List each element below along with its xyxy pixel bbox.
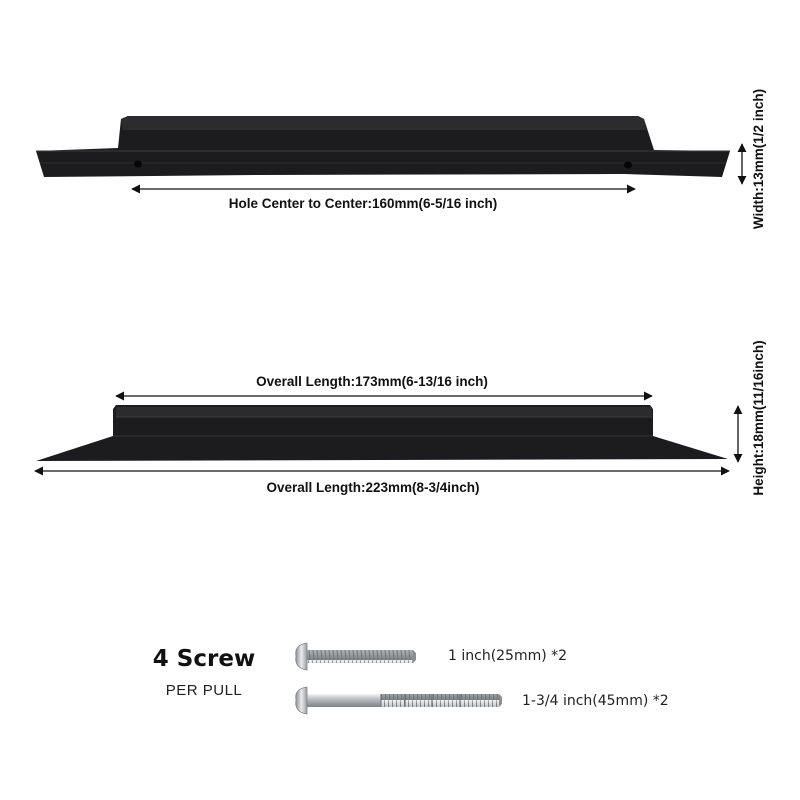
screw-count-title: 4 Screw [152, 646, 256, 672]
mounting-hole-left [134, 161, 142, 168]
screw-short-icon [296, 643, 416, 670]
handle-side-view [36, 405, 728, 461]
hole-center-label: Hole Center to Center:160mm(6-5/16 inch) [228, 196, 498, 211]
handle-top-view [36, 116, 730, 177]
width-label: Width:13mm(1/2 inch) [751, 88, 766, 230]
inner-length-label: Overall Length:173mm(6-13/16 inch) [256, 374, 488, 389]
screw-count-subtitle: PER PULL [165, 682, 243, 699]
screw-short-size-label: 1 inch(25mm) *2 [448, 648, 568, 664]
mounting-hole-right [624, 162, 632, 169]
screw-long-size-label: 1-3/4 inch(45mm) *2 [522, 693, 669, 709]
outer-length-label: Overall Length:223mm(8-3/4inch) [266, 480, 480, 495]
screw-long-icon [296, 687, 502, 714]
height-label: Height:18mm(11/16inch) [751, 340, 766, 496]
